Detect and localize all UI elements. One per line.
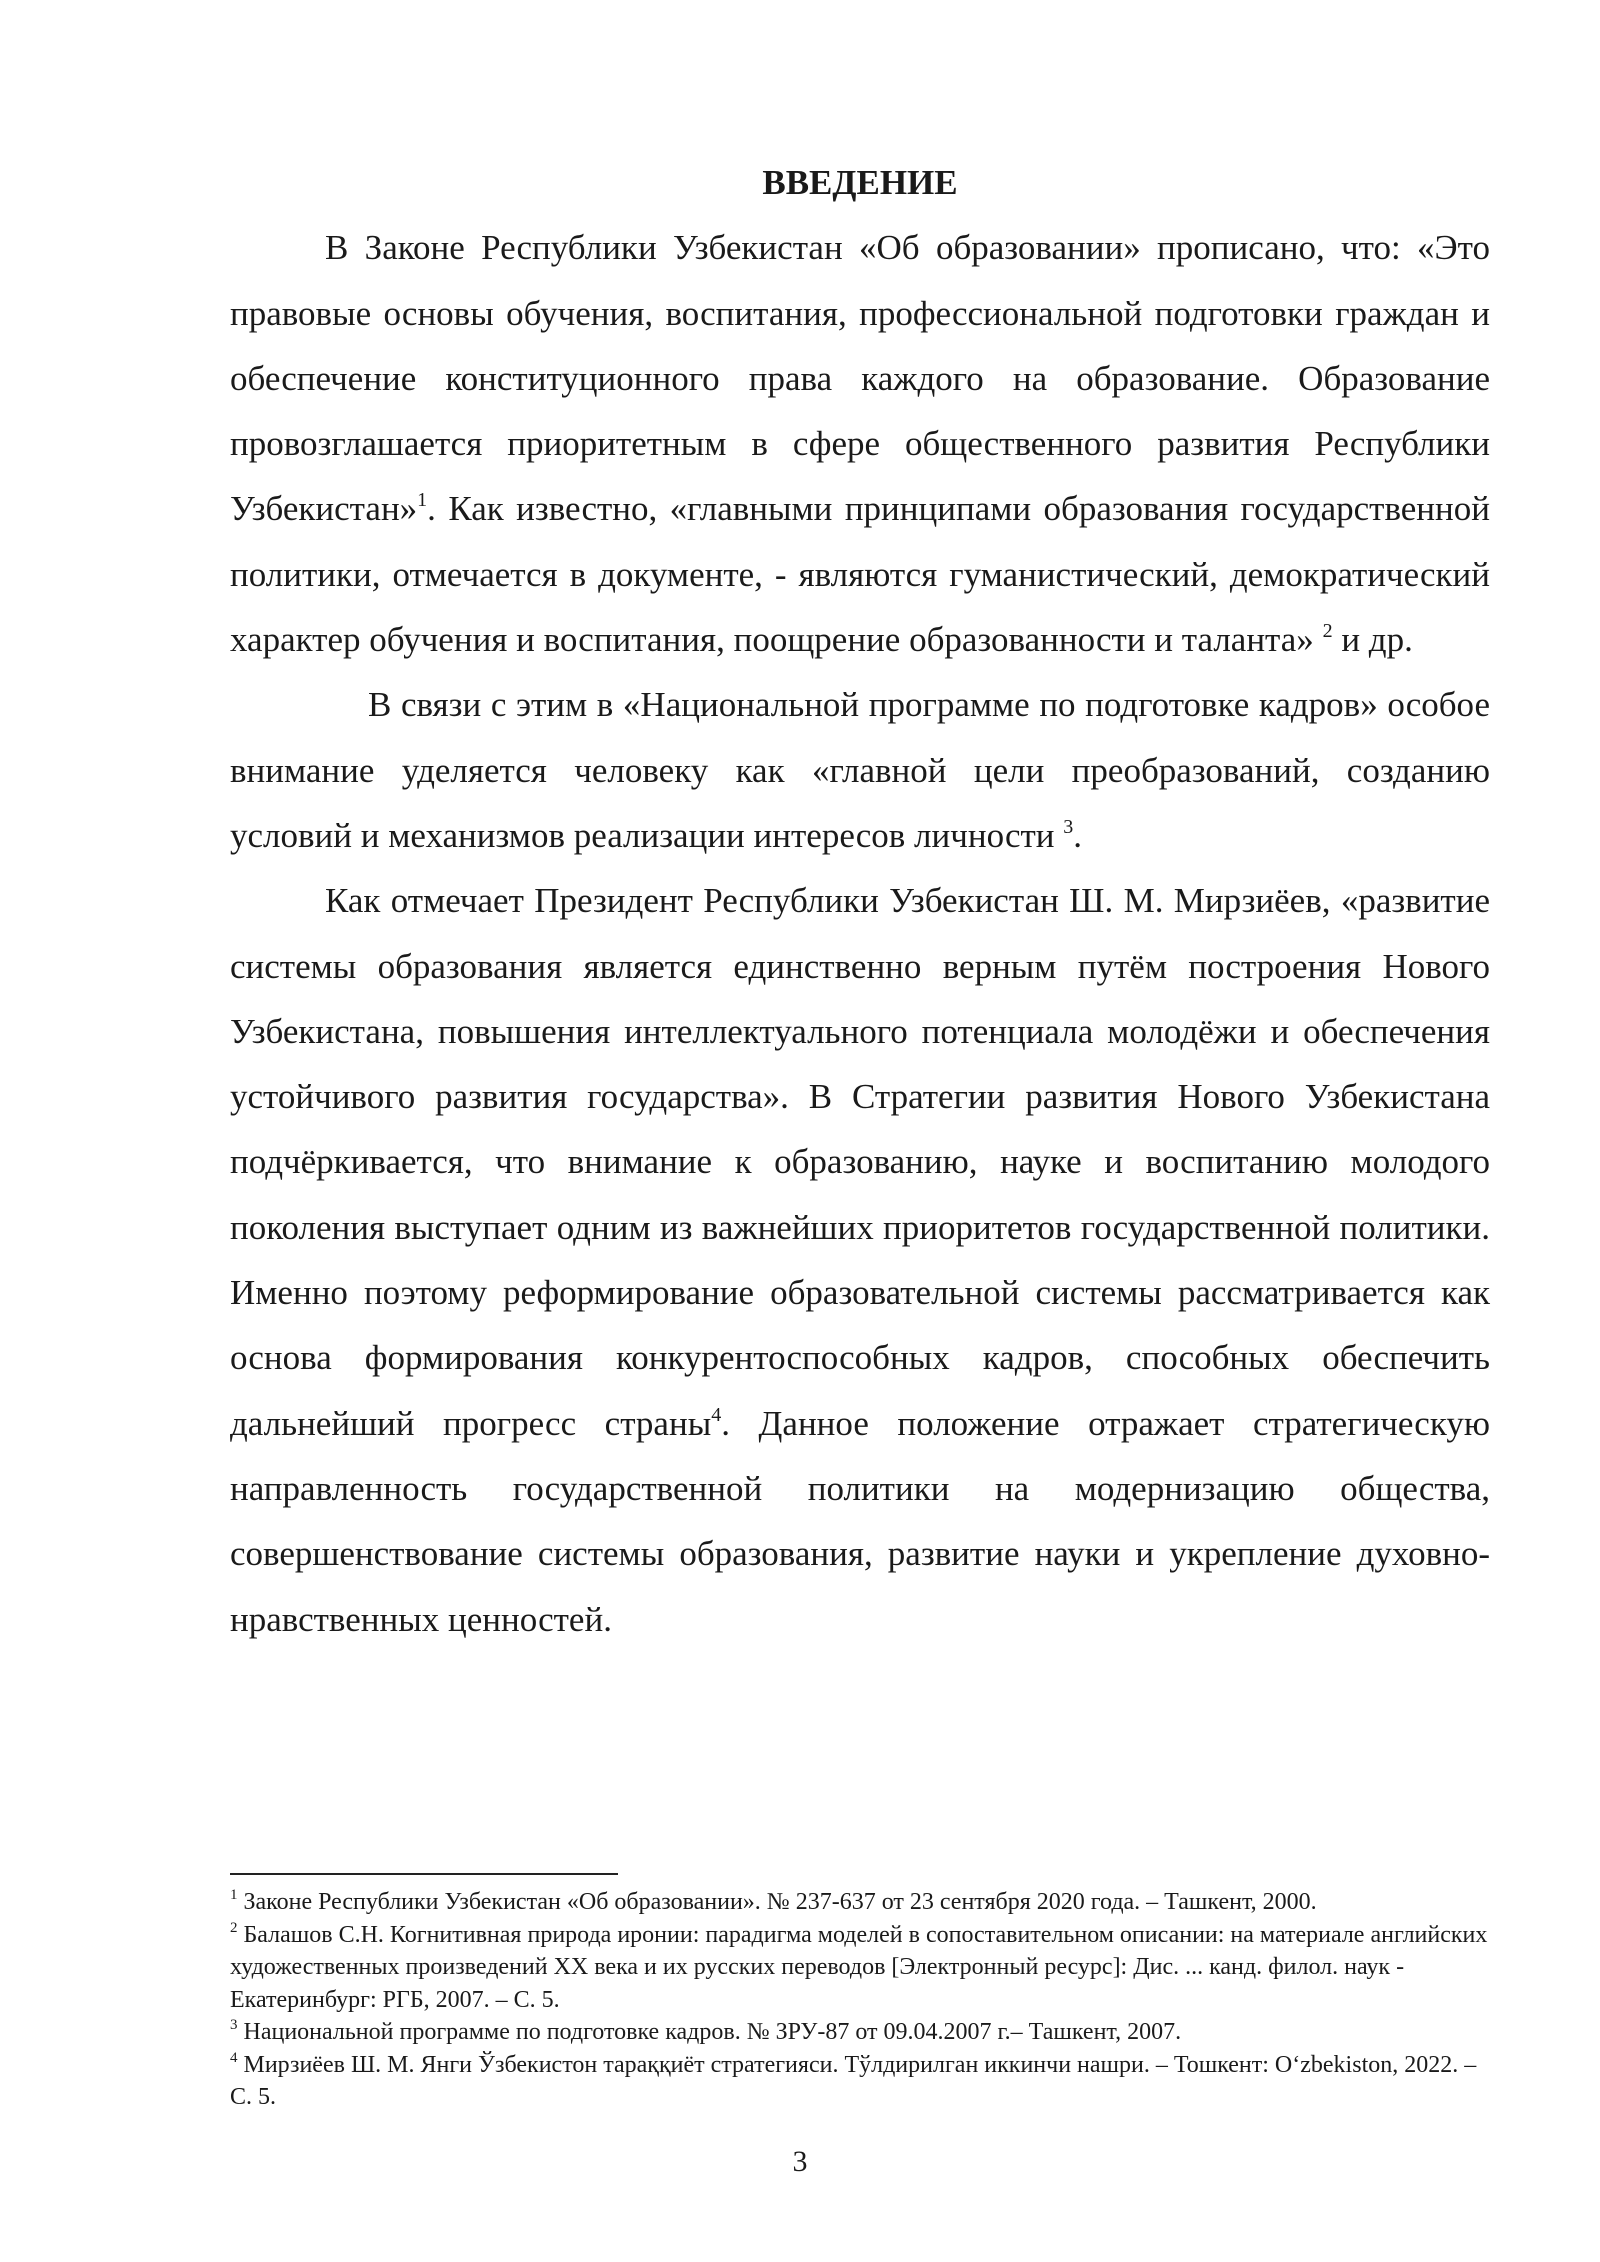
body-text bbox=[230, 150, 1490, 1652]
footnote-text: Законе Республики Узбекистан «Об образовании». № 237-637 от 23 сентября 2020 года. – Ташкент, 2000. bbox=[237, 1889, 1317, 1915]
paragraph-law-education: В Законе Республики Узбекистан «Об образовании» прописано, что: «Это правовые основы обучения, воспитания, профессиональной подготовки граждан и обеспечение конституционного права каждого на образование. Образование провозглашается приоритетным в сфере общественного развития Республики Узбекистан»$^1$. Как известно, «главными принципами образования государственной политики, отмечается в документе, - являются гуманистический, демократический характер обучения и воспитания, поощрение образованности и таланта» $^2$ и др. bbox=[230, 228, 1490, 660]
footnote-mark: 2 bbox=[230, 1919, 238, 1936]
footnote-3 bbox=[230, 2016, 1490, 2049]
footnote-4 bbox=[230, 2049, 1490, 2114]
paragraph-national-program: В связи с этим в «Национальной программе по подготовке кадров» особое внимание уделяется человеку как «главной цели преобразований, созданию условий и механизмов реализации интересов личности $^3$. bbox=[230, 685, 1490, 855]
footnote-ref-1[interactable]: 1 bbox=[417, 489, 428, 512]
footnote-separator bbox=[230, 1873, 618, 1875]
footnote-text: Мирзиёев Ш. М. Янги Ўзбекистон тараққиёт стратегияси. Тўлдирилган иккинчи нашри. – Тошкент: O‘zbekiston, 2022. – С. 5. bbox=[230, 2051, 1477, 2110]
footnote-ref-2[interactable]: 2 bbox=[1322, 620, 1333, 643]
paragraph-president-quote: Как отмечает Президент Республики Узбекистан Ш. М. Мирзиёев, «развитие системы образования является единственно верным путём построения Нового Узбекистана, повышения интеллектуального потенциала молодёжи и обеспечения устойчивого развития государства». В Стратегии развития Нового Узбекистана подчёркивается, что внимание к образованию, науке и воспитанию молодого поколения выступает одним из важнейших приоритетов государственной политики. Именно поэтому реформирование образовательной системы рассматривается как основа формирования конкурентоспособных кадров, способных обеспечить дальнейший прогресс страны$^4$. Данное положение отражает стратегическую направленность государственной политики на модернизацию общества, совершенствование системы образования, развитие науки и укрепление духовно-нравственных ценностей. bbox=[230, 881, 1490, 1639]
footnote-1 bbox=[230, 1886, 1490, 1919]
footnote-ref-4[interactable]: 4 bbox=[711, 1403, 722, 1426]
page-title: ВВЕДЕНИЕ bbox=[762, 163, 958, 202]
footnote-mark: 1 bbox=[230, 1887, 238, 1903]
footnote-mark: 3 bbox=[230, 2017, 238, 2033]
footnote-text: Национальной программе по подготовке кадров. № ЗРУ-87 от 09.04.2007 г.– Ташкент, 2007. bbox=[237, 2019, 1182, 2045]
footnote-mark: 4 bbox=[230, 2049, 238, 2066]
footnote-ref-3[interactable]: 3 bbox=[1063, 815, 1074, 838]
footnote-text: Балашов С.Н. Когнитивная природа иронии: парадигма моделей в сопоставительном описании: на материале английских художественных произведений XX века и их русских переводов [Электронный ресурс]: Дис. ... канд. филол. наук - Екатеринбург: РГБ, 2007. – С. 5. bbox=[230, 1921, 1488, 2013]
footnotes bbox=[230, 1886, 1490, 2114]
footnote-2 bbox=[230, 1919, 1490, 2017]
page-number: 3 bbox=[792, 2145, 808, 2178]
